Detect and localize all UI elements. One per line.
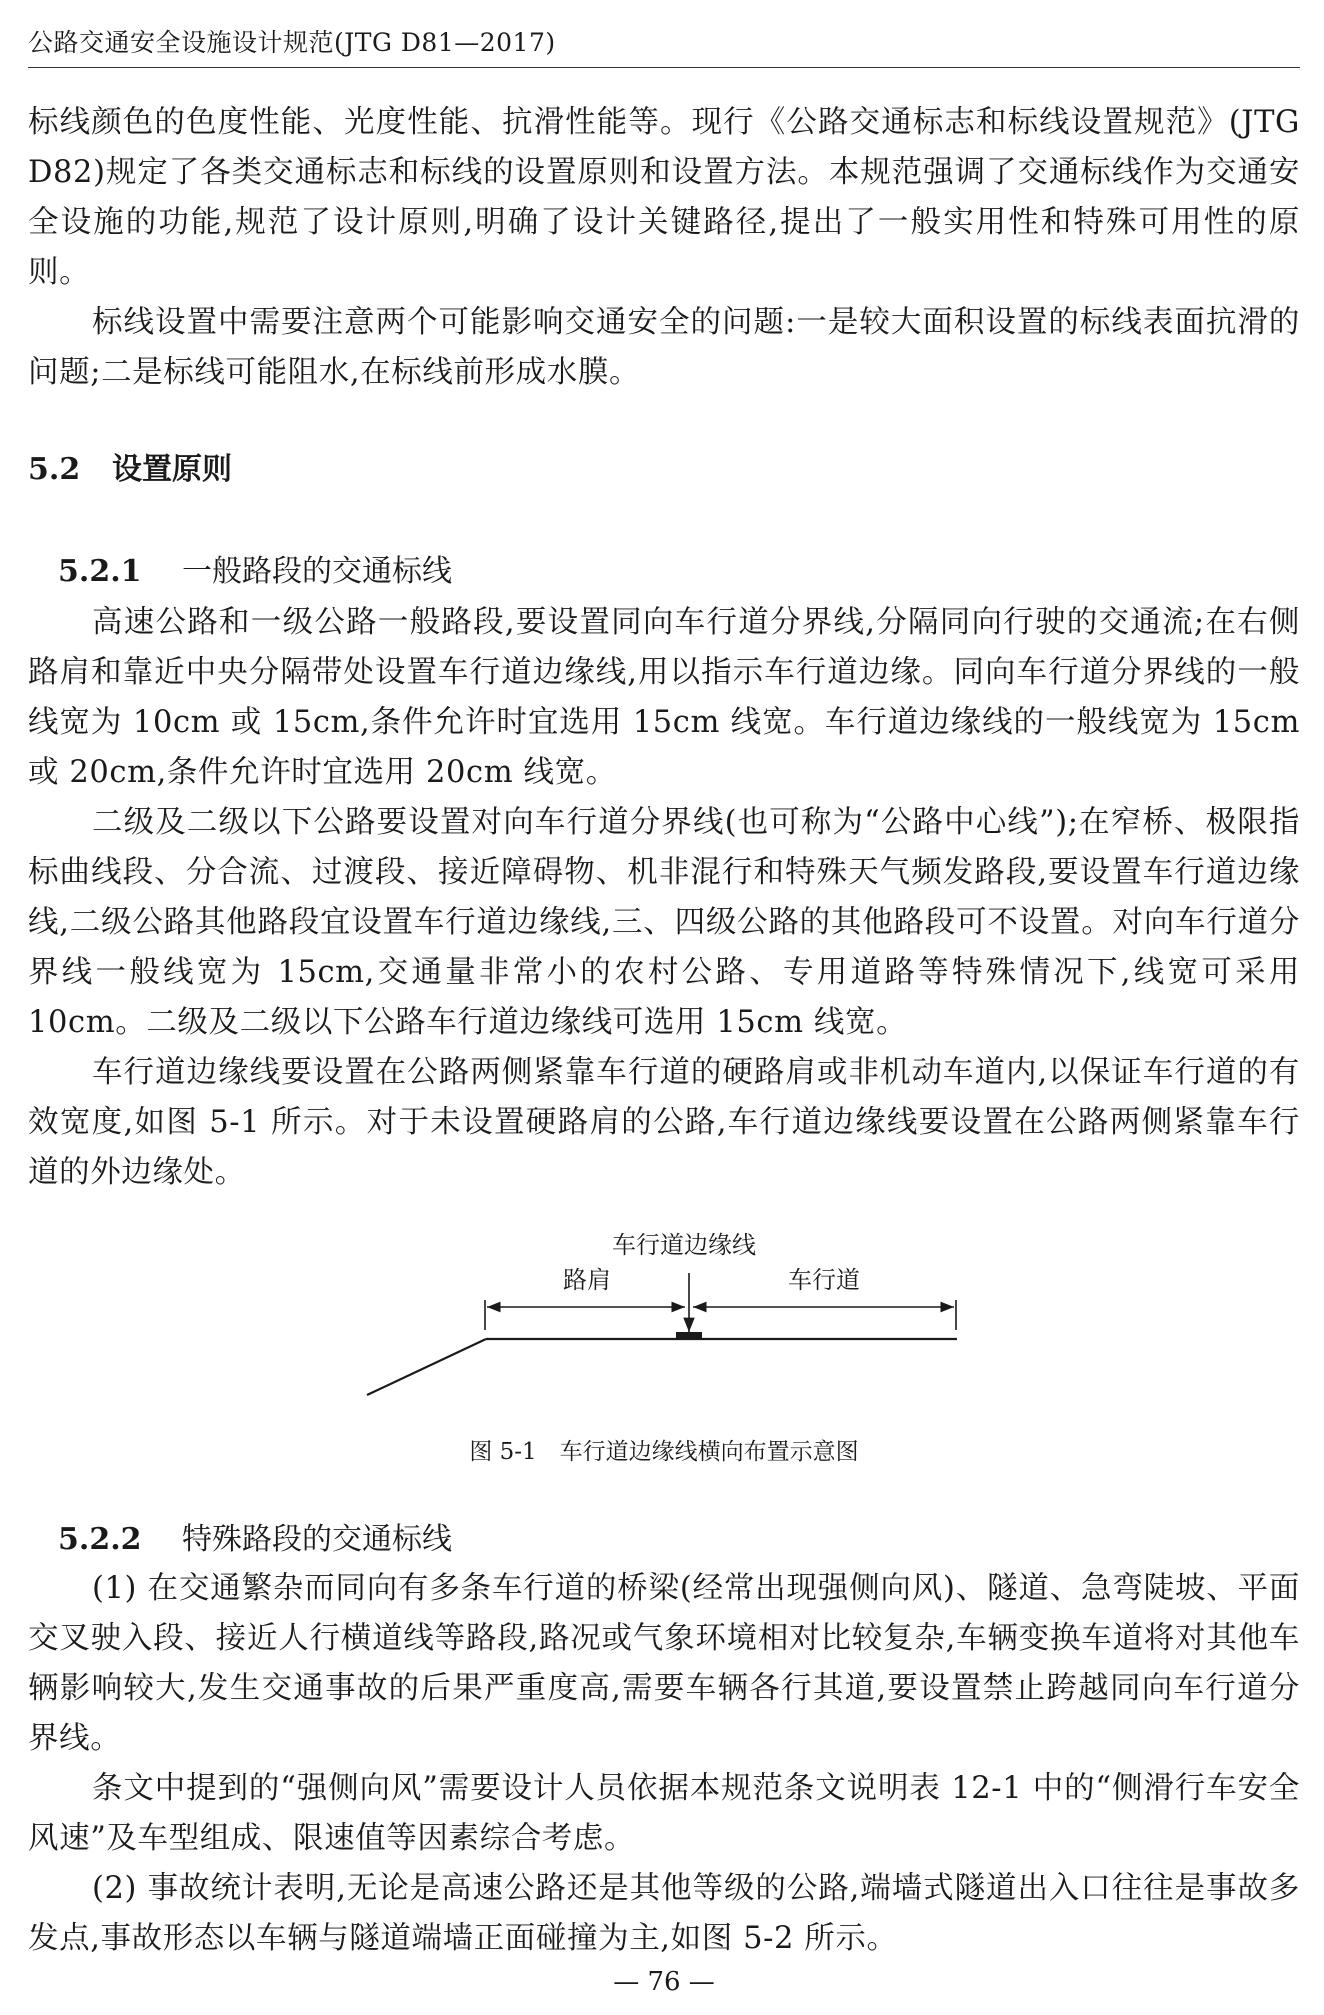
figure-caption: 图 5-1 车行道边缘线横向布置示意图	[469, 1439, 859, 1465]
intro-paragraph-1: 标线颜色的色度性能、光度性能、抗滑性能等。现行《公路交通标志和标线设置规范》(JTG D82)规定了各类交通标志和标线的设置原则和设置方法。本规范强调了交通标线作为交通安全设施的功能,规范了设计原则,明确了设计关键路径,提出了一般实用性和特殊可用性的原则。	[28, 105, 1300, 290]
label-carriageway: 车行道	[788, 1266, 860, 1294]
section-5-2-2-body	[28, 1564, 1300, 1964]
page-number: — 76 —	[613, 1967, 715, 1997]
subsection-number: 5.2.1	[58, 554, 142, 589]
section-heading-5-2	[28, 448, 232, 492]
figure-5-1	[28, 1205, 1300, 1485]
subsection-title: 一般路段的交通标线	[182, 554, 452, 589]
paragraph: 二级及二级以下公路要设置对向车行道分界线(也可称为“公路中心线”);在窄桥、极限指标曲线段、分合流、过渡段、接近障碍物、机非混行和特殊天气频发路段,要设置车行道边缘线,二级公路其他路段宜设置车行道边缘线,三、四级公路的其他路段可不设置。对向车行道分界线一般线宽为 15cm,交通量非常小的农村公路、专用道路等特殊情况下,线宽可采用 10cm。二级及二级以下公路车行道边缘线可选用 15cm 线宽。	[28, 805, 1300, 1040]
intro-paragraph-2: 标线设置中需要注意两个可能影响交通安全的问题:一是较大面积设置的标线表面抗滑的问题;二是标线可能阻水,在标线前形成水膜。	[28, 305, 1300, 390]
section-number: 5.2	[28, 452, 81, 487]
paragraph: (2) 事故统计表明,无论是高速公路还是其他等级的公路,端墙式隧道出入口往往是事故多发点,事故形态以车辆与隧道端墙正面碰撞为主,如图 5-2 所示。	[28, 1871, 1300, 1956]
subsection-heading-5-2-1	[58, 550, 452, 594]
paragraph: 高速公路和一级公路一般路段,要设置同向车行道分界线,分隔同向行驶的交通流;在右侧路肩和靠近中央分隔带处设置车行道边缘线,用以指示车行道边缘。同向车行道分界线的一般线宽为 10cm 或 15cm,条件允许时宜选用 15cm 线宽。车行道边缘线的一般线宽为 15cm 或 20cm,条件允许时宜选用 20cm 线宽。	[28, 605, 1300, 790]
header-rule	[28, 67, 1300, 68]
subsection-title: 特殊路段的交通标线	[182, 1522, 452, 1557]
label-shoulder: 路肩	[563, 1266, 611, 1294]
paragraph: 车行道边缘线要设置在公路两侧紧靠车行道的硬路肩或非机动车道内,以保证车行道的有效宽度,如图 5-1 所示。对于未设置硬路肩的公路,车行道边缘线要设置在公路两侧紧靠车行道的外边缘处。	[28, 1055, 1300, 1190]
paragraph: 条文中提到的“强侧向风”需要设计人员依据本规范条文说明表 12-1 中的“侧滑行车安全风速”及车型组成、限速值等因素综合考虑。	[28, 1771, 1300, 1856]
intro-block	[28, 98, 1300, 398]
subsection-number: 5.2.2	[58, 1522, 142, 1557]
running-header: 公路交通安全设施设计规范(JTG D81—2017)	[28, 28, 556, 57]
section-title: 设置原则	[112, 452, 232, 487]
label-edge-line: 车行道边缘线	[612, 1231, 756, 1259]
section-5-2-1-body	[28, 598, 1300, 1198]
embankment-slope-line	[367, 1339, 486, 1395]
document-page	[28, 0, 1300, 2015]
subsection-heading-5-2-2	[58, 1518, 452, 1562]
edge-line-marking	[676, 1332, 702, 1339]
paragraph: (1) 在交通繁杂而同向有多条车行道的桥梁(经常出现强侧向风)、隧道、急弯陡坡、平面交叉驶入段、接近人行横道线等路段,路况或气象环境相对比较复杂,车辆变换车道将对其他车辆影响较大,发生交通事故的后果严重度高,需要车辆各行其道,要设置禁止跨越同向车行道分界线。	[28, 1571, 1300, 1756]
